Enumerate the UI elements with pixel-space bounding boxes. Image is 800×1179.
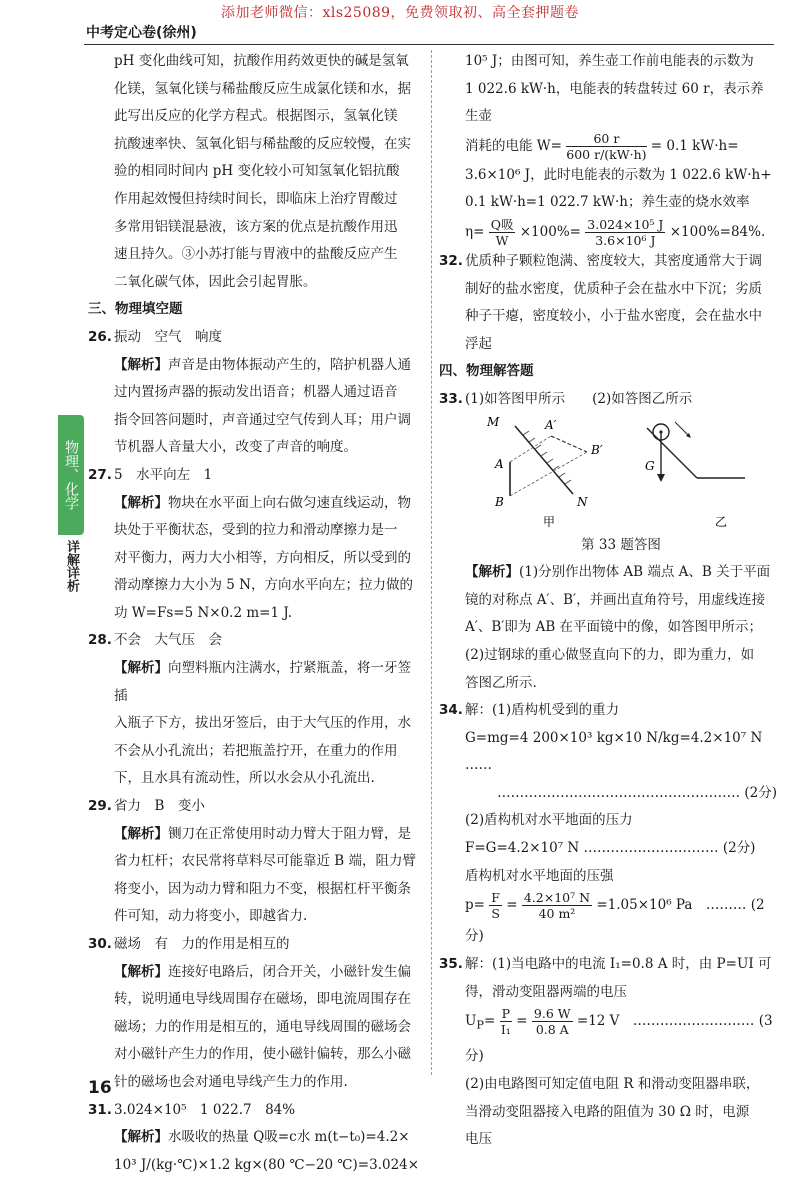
- right-column: [439, 48, 777, 1154]
- analysis-label: 【解析】: [114, 1129, 168, 1146]
- energy-formula: [465, 131, 777, 162]
- text-line: 化镁，氢氧化镁与稀盐酸反应生成氯化镁和水，据: [114, 80, 411, 97]
- text-line: F=G=4.2×10⁷ N ………………………… (2分): [465, 840, 756, 857]
- text-line: 物块在水平面上向右做匀速直线运动，物: [168, 494, 411, 511]
- question-number: 31.: [88, 1101, 112, 1118]
- text-line: 多常用铝镁混悬液，该方案的优点是抗酸作用迅: [114, 218, 398, 235]
- answer-text: 磁场 有 力的作用是相互的: [114, 936, 290, 952]
- fraction: [522, 890, 592, 921]
- question-28: [88, 627, 423, 793]
- text-line: 此写出反应的化学方程式。根据图示，氢氧化镁: [114, 108, 398, 125]
- text-line: A′、B′即为 AB 在平面镜中的像，如答图甲所示；: [465, 619, 763, 636]
- text-line: 0.1 kW·h=1 022.7 kW·h；养生壶的烧水效率: [465, 194, 750, 211]
- question-34: [439, 697, 777, 951]
- text-line: 节机器人音量大小，改变了声音的响度。: [114, 439, 357, 456]
- numerator: 9.6 W: [533, 1006, 571, 1022]
- text-line: 当滑动变阻器接入电路的阻值为 30 Ω 时，电源: [465, 1103, 750, 1120]
- denominator: 600 r/(kW·h): [566, 146, 647, 162]
- numerator: 4.2×10⁷ N: [523, 890, 591, 906]
- fraction: [532, 1006, 573, 1037]
- fraction: [489, 890, 502, 921]
- question-31: [88, 1097, 423, 1179]
- helper-line-a: [510, 436, 551, 462]
- text-line: 滑动摩擦力大小为 5 N，方向水平向左；拉力做的: [114, 577, 413, 594]
- image-ab: [551, 436, 587, 452]
- answer-text: 振动 空气 响度: [114, 328, 222, 345]
- text-line: 镜的对称点 A′、B′，并画出直角符号，用虚线连接: [465, 591, 766, 608]
- text-line: 答图乙所示.: [465, 674, 537, 691]
- label-jia: 甲: [543, 514, 556, 529]
- top-banner: 添加老师微信：xls25089，免费领取初、高全套押题卷: [220, 5, 580, 21]
- text-line: 块处于平衡状态，受到的拉力和滑动摩擦力是一: [114, 522, 398, 539]
- question-number: 26.: [88, 328, 112, 345]
- denominator: 40 m²: [538, 906, 576, 922]
- text-line: pH 变化曲线可知，抗酸作用药效更快的碱是氢氧: [114, 53, 409, 69]
- question-26: [88, 324, 423, 462]
- text-line: 1 022.6 kW·h，电能表的转盘转过 60 r，表示养生壶: [465, 80, 764, 125]
- text-line: 转，说明通电导线周围存在磁场，即电流周围存在: [114, 991, 411, 1008]
- question-number: 28.: [88, 632, 112, 649]
- question-27: [88, 462, 423, 628]
- label-b-prime: B′: [591, 442, 603, 457]
- section-heading: 三、物理填空题: [88, 301, 183, 318]
- text-line: 种子干瘪，密度较小，小于盐水密度，会在盐水中: [465, 308, 762, 325]
- question-32: [439, 248, 777, 358]
- formula-text: =12 V ……………………… (3分): [465, 1013, 773, 1065]
- text-line: (2)过钢球的重心做竖直向下的力，即为重力，如: [465, 646, 755, 663]
- formula-text: η=: [465, 223, 485, 240]
- gravity-arrowhead: [657, 474, 665, 482]
- text-line: 指令回答问题时，声音通过空气传到人耳；用户调: [114, 411, 411, 428]
- question-35: [439, 951, 777, 1154]
- efficiency-formula: [465, 217, 777, 248]
- mirror-hatching: [523, 431, 571, 484]
- text-line: 10³ J/(kg·℃)×1.2 kg×(80 ℃−20 ℃)=3.024×: [114, 1156, 420, 1173]
- formula-text: =: [516, 1013, 528, 1030]
- text-line: 解：(1)当电路中的电流 I₁=0.8 A 时，由 P=UI 可: [465, 956, 772, 973]
- page-number: 16: [88, 1078, 112, 1098]
- left-column: [88, 48, 423, 1179]
- motion-arrow: [675, 422, 689, 436]
- continued-paragraph: [88, 48, 423, 296]
- text-line: 磁场；力的作用是相互的，通电导线周围的磁场会: [114, 1018, 411, 1035]
- fraction: [489, 217, 516, 248]
- helper-line-b: [510, 452, 587, 496]
- text-line: 速且持久。③小苏打能与胃液中的盐酸反应产生: [114, 246, 398, 263]
- text-line: 制好的盐水密度，优质种子会在盐水中下沉；劣质: [465, 280, 762, 297]
- text-line: G=mg=4 200×10³ kg×10 N/kg=4.2×10⁷ N ……: [465, 729, 763, 774]
- label-g: G: [645, 458, 655, 473]
- denominator: I₁: [500, 1022, 511, 1038]
- numerator: Q吸: [490, 216, 514, 232]
- formula-text: =: [483, 1013, 496, 1030]
- denominator: S: [491, 906, 500, 922]
- text-line: 浮起: [465, 335, 492, 352]
- text-line: 针的磁场也会对通电导线产生力的作用.: [114, 1073, 348, 1090]
- text-line: 抗酸速率快、氢氧化铝与稀盐酸的反应较慢，在实: [114, 135, 411, 152]
- question-number: 30.: [88, 936, 112, 952]
- numerator: P: [501, 1006, 510, 1022]
- text-line: 验的相同时间内 pH 变化较小可知氢氧化铝抗酸: [114, 163, 400, 180]
- text-line: 下，且水具有流动性，所以水会从小孔流出.: [114, 770, 375, 787]
- fraction: [500, 1006, 512, 1037]
- section-tab-label: 详解详析: [64, 540, 79, 592]
- label-yi: 乙: [715, 514, 728, 529]
- label-m: M: [487, 414, 500, 429]
- analysis-label: 【解析】: [114, 963, 168, 980]
- text-line: 入瓶子下方，拔出牙签后，由于大气压的作用，水: [114, 715, 411, 732]
- question-number: 35.: [439, 956, 463, 973]
- numerator: 60 r: [566, 131, 646, 147]
- figure-caption: 第 33 题答图: [581, 536, 661, 553]
- text-line: 电压: [465, 1131, 492, 1148]
- text-line: (1)如答图甲所示 (2)如答图乙所示: [465, 390, 693, 407]
- question-number: 33.: [439, 390, 463, 407]
- question-31-continued: [439, 48, 777, 248]
- header-rule: [84, 44, 774, 45]
- text-line: 作用起效慢但持续时间长，即临床上治疗胃酸过: [114, 190, 398, 207]
- text-line: (1)分别作出物体 AB 端点 A、B 关于平面: [519, 564, 771, 581]
- text-line: 过内置扬声器的振动发出语音；机器人通过语音: [114, 384, 398, 401]
- answer-figure: [465, 414, 777, 532]
- formula-text: ×100%=84%.: [669, 223, 766, 240]
- question-33: [439, 386, 777, 697]
- label-a-prime: A′: [545, 417, 557, 432]
- running-header: 中考定心卷(徐州): [86, 25, 197, 41]
- pressure-formula: [465, 890, 777, 951]
- text-line: 二氧化碳气体，因此会引起胃胀。: [114, 273, 317, 290]
- analysis-label: 【解析】: [114, 356, 168, 373]
- text-line: 10⁵ J；由图可知，养生壶工作前电能表的示数为: [465, 53, 754, 69]
- text-line: 得，滑动变阻器两端的电压: [465, 983, 627, 1000]
- denominator: 3.6×10⁶ J: [595, 232, 656, 248]
- question-number: 34.: [439, 702, 463, 719]
- answer-text: 3.024×10⁵ 1 022.7 84%: [114, 1101, 296, 1118]
- text-line: 对平衡力，两力大小相等，方向相反，所以受到的: [114, 549, 411, 566]
- numerator: 3.024×10⁵ J: [587, 216, 664, 232]
- analysis-label: 【解析】: [114, 494, 168, 511]
- formula-text: =: [506, 897, 518, 914]
- analysis-label: 【解析】: [114, 825, 168, 842]
- text-line: 水吸收的热量 Q吸=c水 m(t−t₀)=4.2×: [168, 1129, 410, 1146]
- formula-text: =1.05×10⁶ Pa ……… (2分): [465, 897, 765, 945]
- label-a: A: [495, 456, 504, 471]
- text-line: ……………………………………………… (2分): [497, 784, 777, 801]
- text-line: 解：(1)盾构机受到的重力: [465, 702, 620, 719]
- gravity-diagram: [645, 422, 745, 529]
- label-b: B: [495, 494, 504, 509]
- question-29: [88, 793, 423, 931]
- answer-text: 5 水平向左 1: [114, 466, 213, 483]
- figure-svg: [465, 414, 775, 532]
- text-line: 将变小，因为动力臂和阻力不变，根据杠杆平衡条: [114, 880, 411, 897]
- denominator: W: [495, 232, 509, 248]
- text-line: 声音是由物体振动产生的，陪护机器人通: [168, 356, 411, 373]
- text-line: 功 W=Fs=5 N×0.2 m=1 J.: [114, 604, 292, 621]
- text-line: 省力杠杆；农民常将草料尽可能靠近 B 端，阻力臂: [114, 853, 417, 870]
- text-line: 不会从小孔流出；若把瓶盖拧开，在重力的作用: [114, 742, 398, 759]
- fraction: [566, 131, 646, 162]
- text-line: 对小磁针产生力的作用，使小磁针偏转，那么小磁: [114, 1046, 411, 1063]
- denominator: 0.8 A: [535, 1022, 569, 1038]
- formula-text: U: [465, 1013, 477, 1030]
- analysis-label: 【解析】: [465, 564, 519, 581]
- question-number: 32.: [439, 252, 463, 269]
- text-line: 优质种子颗粒饱满、密度较大，其密度通常大于调: [465, 252, 762, 269]
- text-line: 向塑料瓶内注满水，拧紧瓶盖，将一牙签插: [114, 660, 411, 704]
- text-line: 铡刀在正常使用时动力臂大于阻力臂，是: [168, 825, 411, 842]
- mirror-diagram: [486, 415, 603, 529]
- text-line: (2)由电路图可知定值电阻 R 和滑动变阻器串联，: [465, 1076, 760, 1093]
- text-line: 3.6×10⁶ J，此时电能表的示数为 1 022.6 kW·h+: [465, 166, 772, 183]
- column-divider: [431, 50, 432, 1075]
- text-line: 件可知，动力将变小，即越省力.: [114, 908, 308, 925]
- section-heading: 四、物理解答题: [439, 363, 534, 380]
- text-line: (2)盾构机对水平地面的压力: [465, 812, 633, 829]
- question-number: 27.: [88, 466, 112, 483]
- text-line: 连接好电路后，闭合开关，小磁针发生偏: [168, 963, 411, 980]
- formula-text: ×100%=: [519, 223, 581, 240]
- analysis-label: 【解析】: [114, 660, 168, 677]
- fraction: [585, 217, 665, 248]
- label-n: N: [577, 494, 588, 509]
- numerator: F: [491, 890, 500, 906]
- subject-tab: 物理、化学: [58, 415, 84, 535]
- answer-text: 不会 大气压 会: [114, 632, 222, 649]
- subscript: P: [476, 1019, 484, 1033]
- voltage-formula: [465, 1006, 777, 1071]
- formula-text: 消耗的电能 W=: [465, 137, 562, 154]
- question-number: 29.: [88, 798, 112, 815]
- text-line: 盾构机对水平地面的压强: [465, 867, 614, 884]
- question-30: [88, 931, 423, 1097]
- formula-text: = 0.1 kW·h=: [650, 137, 739, 154]
- plane-mirror: [515, 426, 573, 494]
- answer-text: 省力 B 变小: [114, 798, 205, 815]
- formula-text: p=: [465, 897, 485, 914]
